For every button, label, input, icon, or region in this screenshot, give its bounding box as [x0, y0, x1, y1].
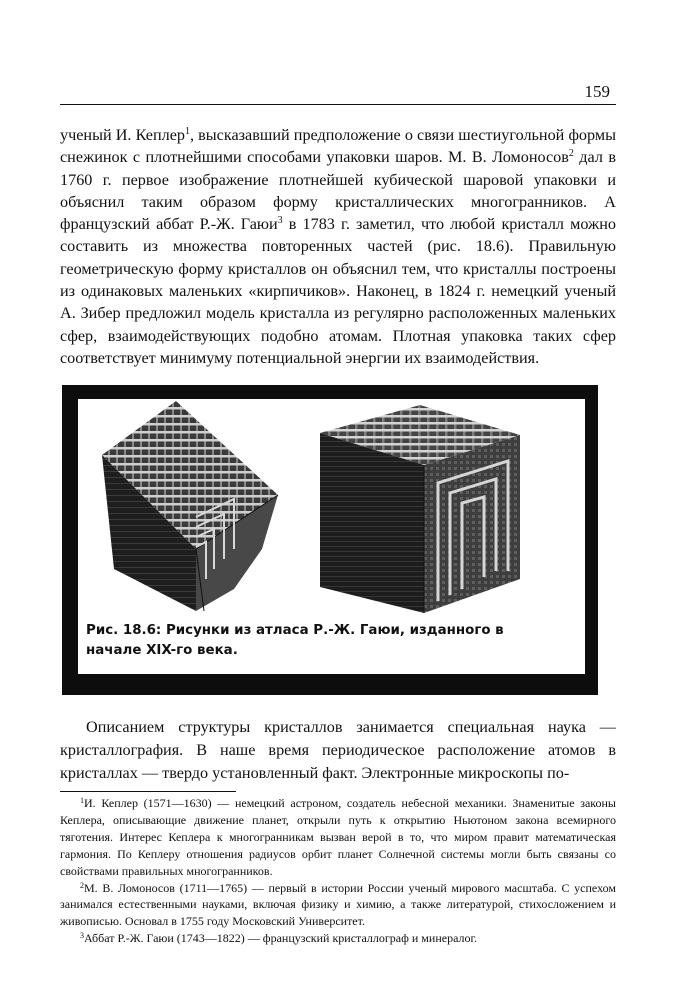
footnote-mark-2: 2: [80, 880, 84, 890]
figure-caption-line-1: Рис. 18.6: Рисунки из атласа Р.-Ж. Гаюи, изданного в: [86, 623, 504, 638]
footnote-rule: [60, 791, 236, 792]
header-rule: [60, 104, 616, 105]
footnote-ref-2: 2: [568, 148, 574, 160]
footnote-2: $^2$М. В. Ломоносов (1711—1765) — первый в истории России ученый мирового масштаба. С успехом занимался естественными науками, включая физику и химию, а также литературой, стихосложением и живописью. Основал в 1755 году Московский Университет.: [60, 880, 616, 929]
figure-panel: [78, 399, 585, 674]
body-paragraph-2: Описанием структуры кристаллов занимается специальная наука — кристаллография. В наше время периодическое расположение атомов в кристаллах — твердо установленный факт. Электронные микроскопы по-: [60, 718, 616, 782]
page-number: 159: [584, 82, 610, 101]
figure-caption: [86, 621, 556, 661]
figure-caption-line-2: начале XIX-го века.: [86, 643, 238, 658]
footnote-mark-1: 1: [80, 796, 84, 805]
body-paragraph-1: ученый И. Кеплер$^1$, высказавший предположение о связи шестиугольной формы снежинок с плотнейшими способами упаковки шаров. М. В. Ломоносов$^2$ дал в 1760 г. первое изображение плотнейшей кубической шаровой упаковки и объяснил таким образом форму кристаллических многогранников. А французский аббат Р.-Ж. Гаюи$^3$ в 1783 г. заметил, что любой кристалл можно составить из множества повторенных частей (рис. 18.6). Правильную геометрическую форму кристаллов он объяснил тем, что кристаллы построены из одинаковых маленьких «кирпичиков». Наконец, в 1824 г. немецкий ученый А. Зибер предложил модель кристалла из регулярно расположенных маленьких сфер, взаимодействующих подобно атомам. Плотная упаковка таких сфер соответствует минимуму потенциальной энергии их взаимодействия.: [60, 126, 616, 367]
footnote-mark-3: 3: [80, 931, 84, 941]
figure-frame: [62, 385, 598, 695]
footnote-3: $^3$Аббат Р.-Ж. Гаюи (1743—1822) — французский кристаллограф и минералог.: [80, 931, 478, 946]
haüy-stepped-cube-illustration: [84, 399, 294, 617]
footnotes: [60, 795, 616, 947]
footnote-ref-1: 1: [184, 126, 190, 137]
haüy-layered-cube-illustration: [310, 401, 540, 619]
footnote-1: $^1$И. Кеплер (1571—1630) — немецкий астроном, создатель небесной механики. Знаменитые законы Кеплера, описывающие движение планет, открыли путь к открытию Ньютоном закона всемирного тяготения. Интерес Кеплера к многогранникам вызван верой в то, что миром правит математическая гармония. По Кеплеру отношения радиусов орбит планет Солнечной системы могли быть связаны со свойствами правильных многогранников.: [60, 796, 616, 878]
footnote-ref-3: 3: [277, 215, 283, 227]
